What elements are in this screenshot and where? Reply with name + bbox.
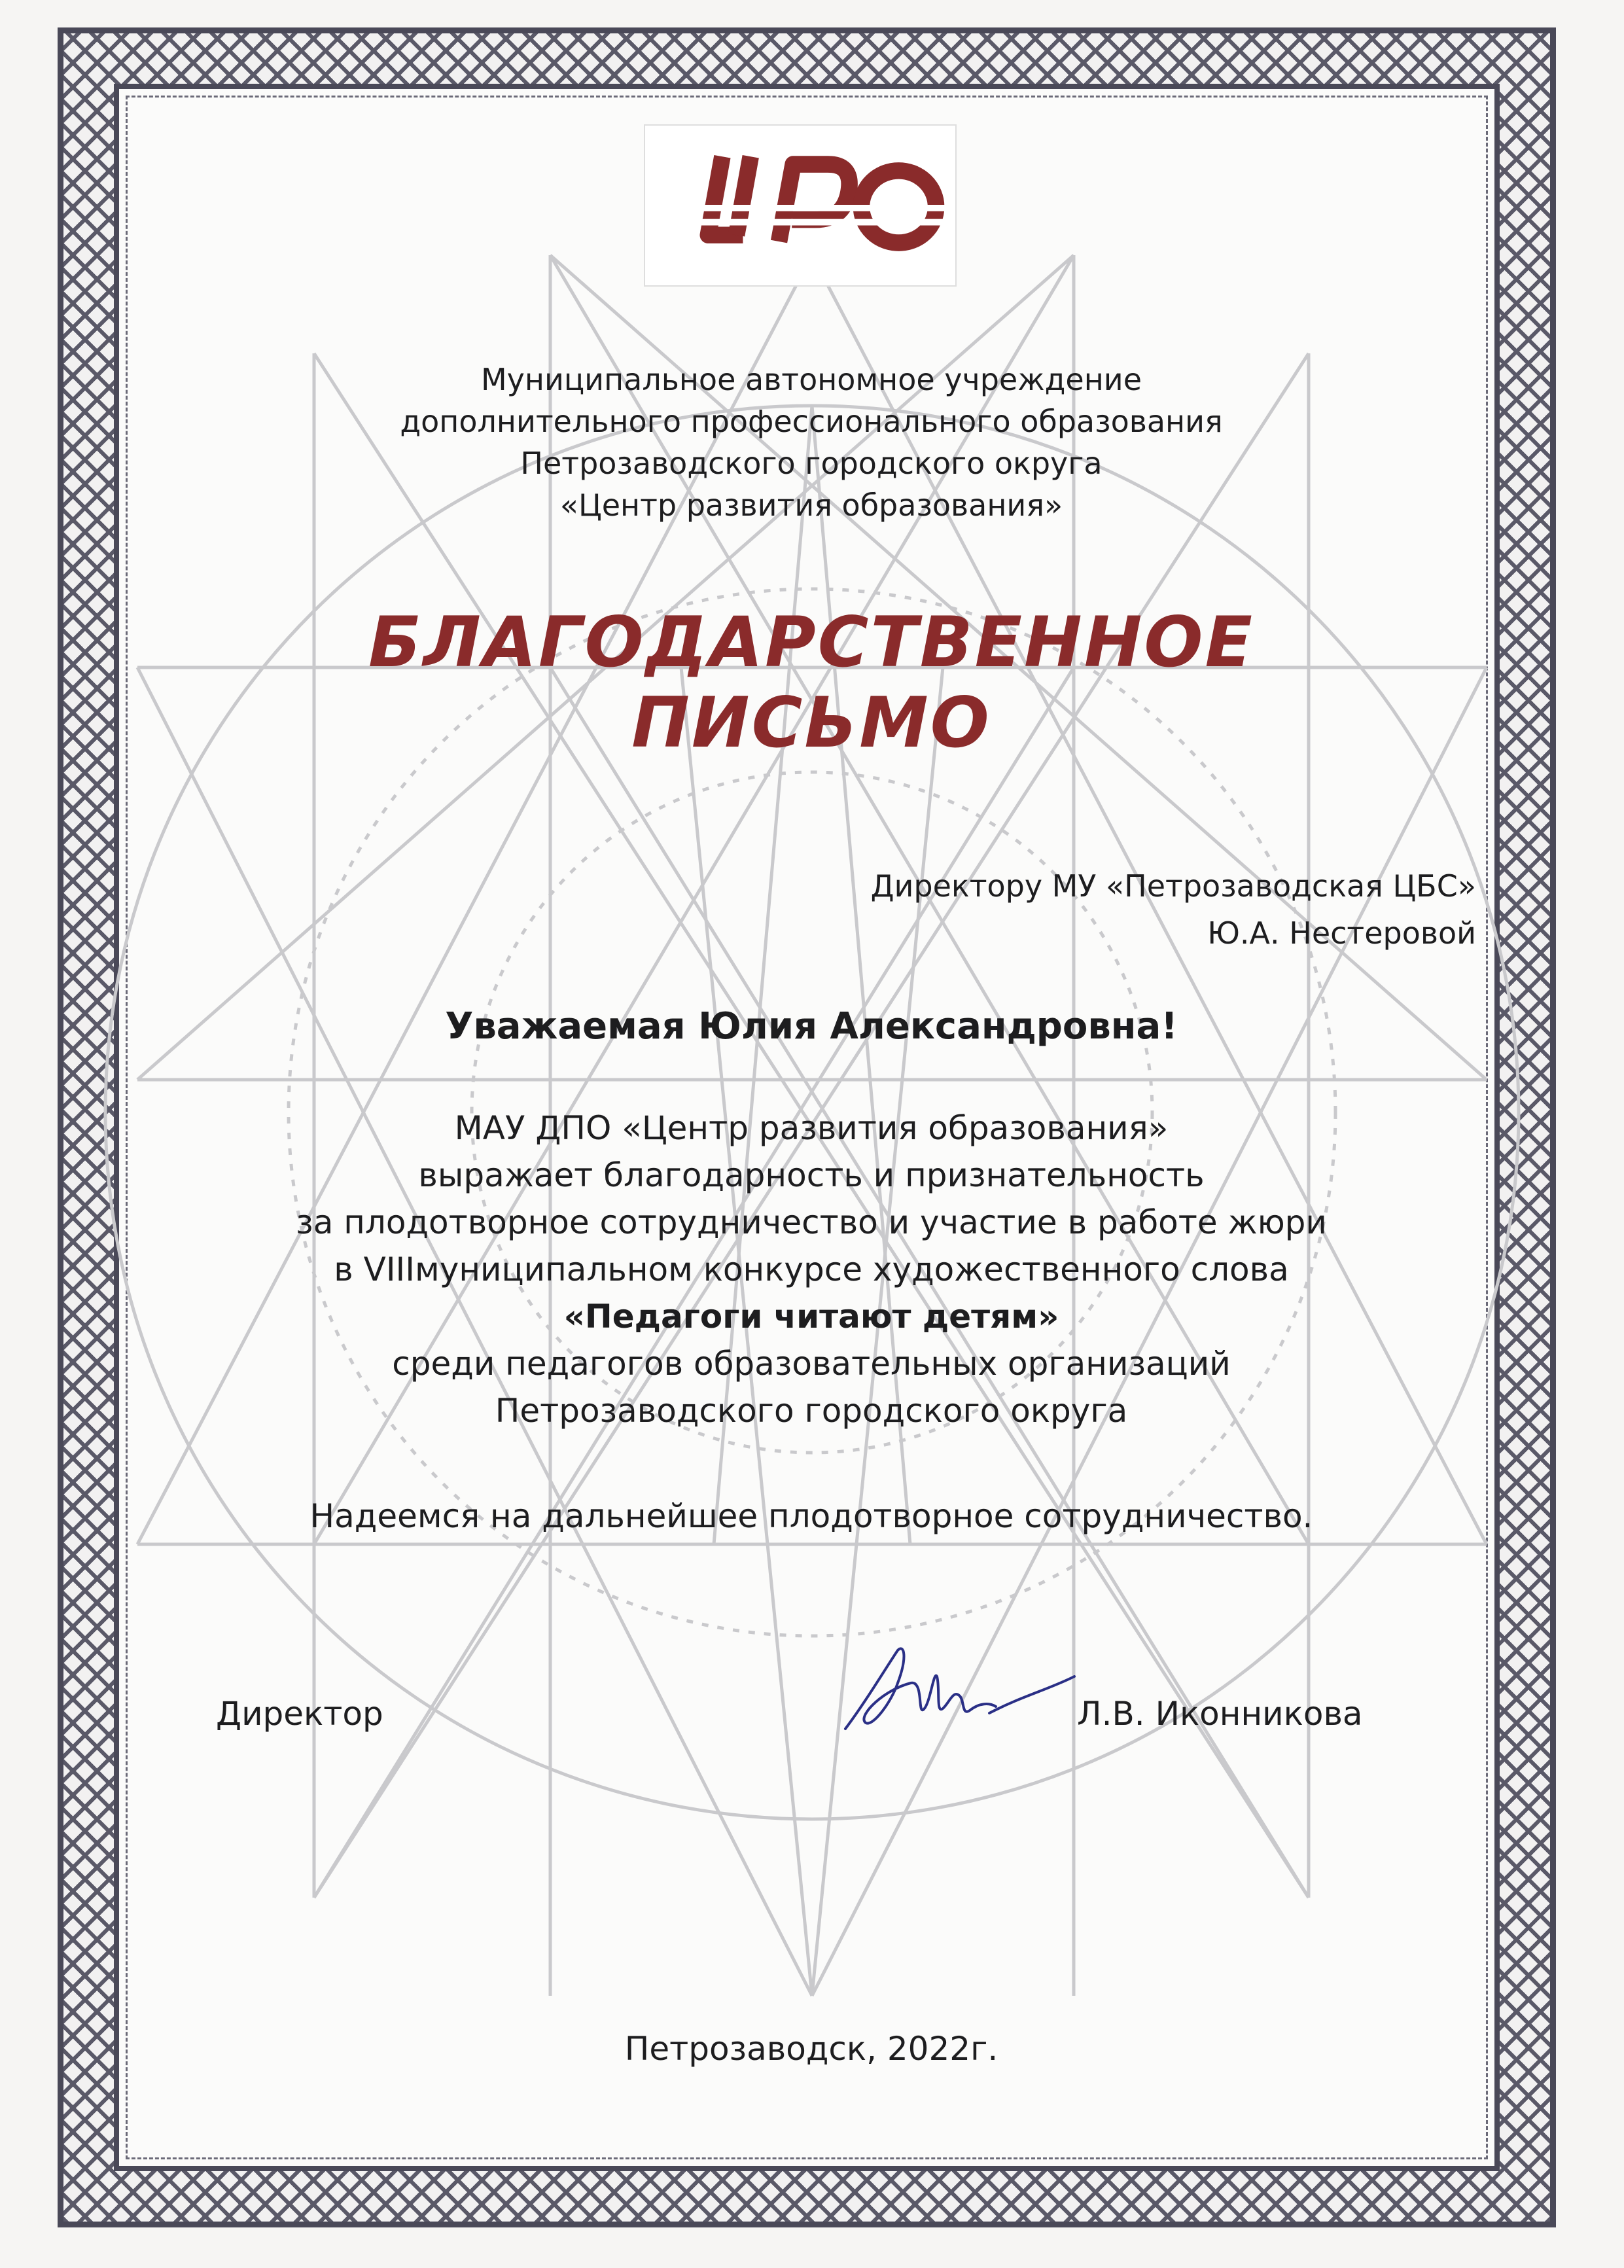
signatory-name: Л.В. Иконникова	[1077, 1695, 1363, 1733]
handwritten-signature	[826, 1631, 1087, 1755]
body-line: в VIIIмуниципальном конкурсе художественного слова	[334, 1250, 1289, 1288]
recipient-position: Директору МУ «Петрозаводская ЦБС»	[870, 868, 1476, 904]
place-and-date: Петрозаводск, 2022г.	[624, 2030, 998, 2068]
body-line: среди педагогов образовательных организаций	[392, 1345, 1231, 1383]
organization-name	[196, 359, 1426, 526]
organization-line: «Центр развития образования»	[559, 487, 1063, 523]
closing-line: Надеемся на дальнейшее плодотворное сотрудничество.	[309, 1497, 1313, 1535]
organization-line: Муниципальное автономное учреждение	[480, 362, 1142, 397]
organization-line: Петрозаводского городского округа	[520, 446, 1103, 481]
recipient-block	[871, 862, 1476, 957]
recipient-name: Ю.А. Нестеровой	[1207, 915, 1476, 951]
body-line: Петрозаводского городского округа	[495, 1392, 1128, 1430]
document-title: БЛАГОДАРСТВЕННОЕ ПИСЬМО	[368, 602, 1254, 763]
logo	[644, 124, 957, 287]
body-line: за плодотворное сотрудничество и участие в работе жюри	[296, 1203, 1327, 1241]
body-line: МАУ ДПО «Центр развития образования»	[454, 1109, 1169, 1147]
organization-line: дополнительного профессионального образования	[400, 404, 1223, 439]
salutation: Уважаемая Юлия Александровна!	[445, 1005, 1178, 1048]
contest-name: «Педагоги читают детям»	[563, 1298, 1059, 1336]
signatory-role: Директор	[216, 1695, 383, 1733]
letter-body	[196, 1105, 1426, 1434]
logo-mark	[645, 126, 955, 285]
body-line: выражает благодарность и признательность	[418, 1156, 1205, 1194]
